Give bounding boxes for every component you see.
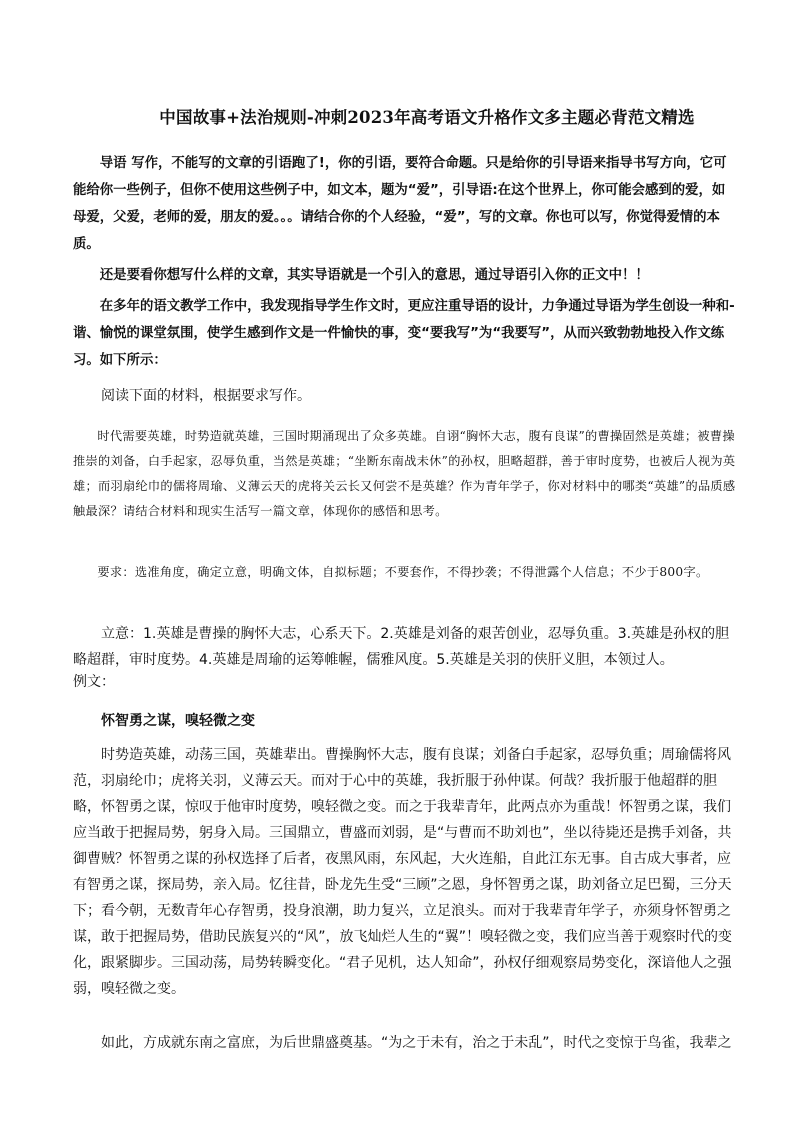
reading-instruction: 阅读下面的材料，根据要求写作。	[101, 388, 311, 404]
material-paragraph: 时代需要英雄，时势造就英雄，三国时期涌现出了众多英雄。自诩“胸怀大志，腹有良谋”的曹操固然是英雄；被曹操推崇的刘备，白手起家，忍辱负重，当然是英雄；“坐断东南战未休”的孙权，胆略超群，善于审时度势，也被后人视为英雄；而羽扇纶巾的儒将周瑜、义薄云天的虎将关云长又何尝不是英雄？作为青年学子，你对材料中的哪类“英雄”的品质感触最深？请结合材料和现实生活写一篇文章，体现你的感悟和思考。	[73, 429, 736, 518]
essay-body-paragraph-2: 如此，方成就东南之富庶，为后世鼎盛奠基。“为之于未有，治之于未乱”，时代之变惊于鸟雀，我辈之	[101, 1035, 732, 1051]
teaching-paragraph: 在多年的语文教学工作中，我发现指导学生作文时，更应注重导语的设计，力争通过导语为学生创设一种和-谐、愉悦的课堂氛围，使学生感到作文是一件愉快的事，变“要我写”为“我要写”，从而兴致勃勃地投入作文练习。如下所示：	[73, 299, 735, 368]
requirement-paragraph: 要求：选准角度，确定立意，明确文体，自拟标题；不要套作，不得抄袭；不得泄露个人信息；不少于800字。	[97, 565, 709, 579]
essay-body-paragraph-1: 时势造英雄，动荡三国，英雄辈出。曹操胸怀大志，腹有良谋；刘备白手起家，忍辱负重；周瑜儒将风范，羽扇纶巾；虎将关羽，义薄云天。而对于心中的英雄，我折服于孙仲谋。何哉？我折服于他超群的胆略，怀智勇之谋，惊叹于他审时度势，嗅轻微之变。而之于我辈青年，此两点亦为重哉！怀智勇之谋，我们应当敢于把握局势，躬身入局。三国鼎立，曹盛而刘弱，是“与曹而不助刘也”，坐以待毙还是携手刘备，共御曹贼？怀智勇之谋的孙权选择了后者，夜黑风雨，东风起，大火连船，自此江东无事。自古成大事者，应有智勇之谋，探局势，亲入局。忆往昔，卧龙先生受“三顾”之恩，身怀智勇之谋，助刘备立足巴蜀，三分天下；看今朝，无数青年心存智勇，投身浪潮，助力复兴，立足浪头。而对于我辈青年学子，亦须身怀智勇之谋，敢于把握局势，借助民族复兴的“风”，放飞灿烂人生的“翼”！嗅轻微之变，我们应当善于观察时代的变化，跟紧脚步。三国动荡，局势转瞬变化。“君子见机，达人知命”，孙权仔细观察局势变化，深谙他人之强弱，嗅轻微之变。	[73, 747, 733, 997]
intro-paragraph: 导语 写作，不能写的文章的引语跑了!，你的引语，要符合命题。只是给你的引导语来指导书写方向，它可能给你一些例子，但你不使用这些例子中，如文本，题为“爱”，引导语:在这个世界上，你可能会感到的爱，如母爱，父爱，老师的爱，朋友的爱。。。请结合你的个人经验，“爱”，写的文章。你也可以写，你觉得爱情的本质。	[73, 156, 727, 252]
point-paragraph: 还是要看你想写什么样的文章，其实导语就是一个引入的意思，通过导语引入你的正文中！！	[99, 268, 649, 283]
essay-title: 怀智勇之谋，嗅轻微之变	[101, 713, 255, 729]
example-label: 例文：	[73, 674, 115, 690]
ideas-paragraph: 立意：1.英雄是曹操的胸怀大志，心系天下。2.英雄是刘备的艰苦创业，忍辱负重。3.英雄是孙权的胆略超群，审时度势。4.英雄是周瑜的运筹帷幄，儒雅风度。5.英雄是关羽的侠肝义胆，本领过人。	[73, 626, 730, 668]
page-title: 中国故事+法治规则-冲刺2023年高考语文升格作文多主题必背范文精选	[159, 108, 695, 127]
